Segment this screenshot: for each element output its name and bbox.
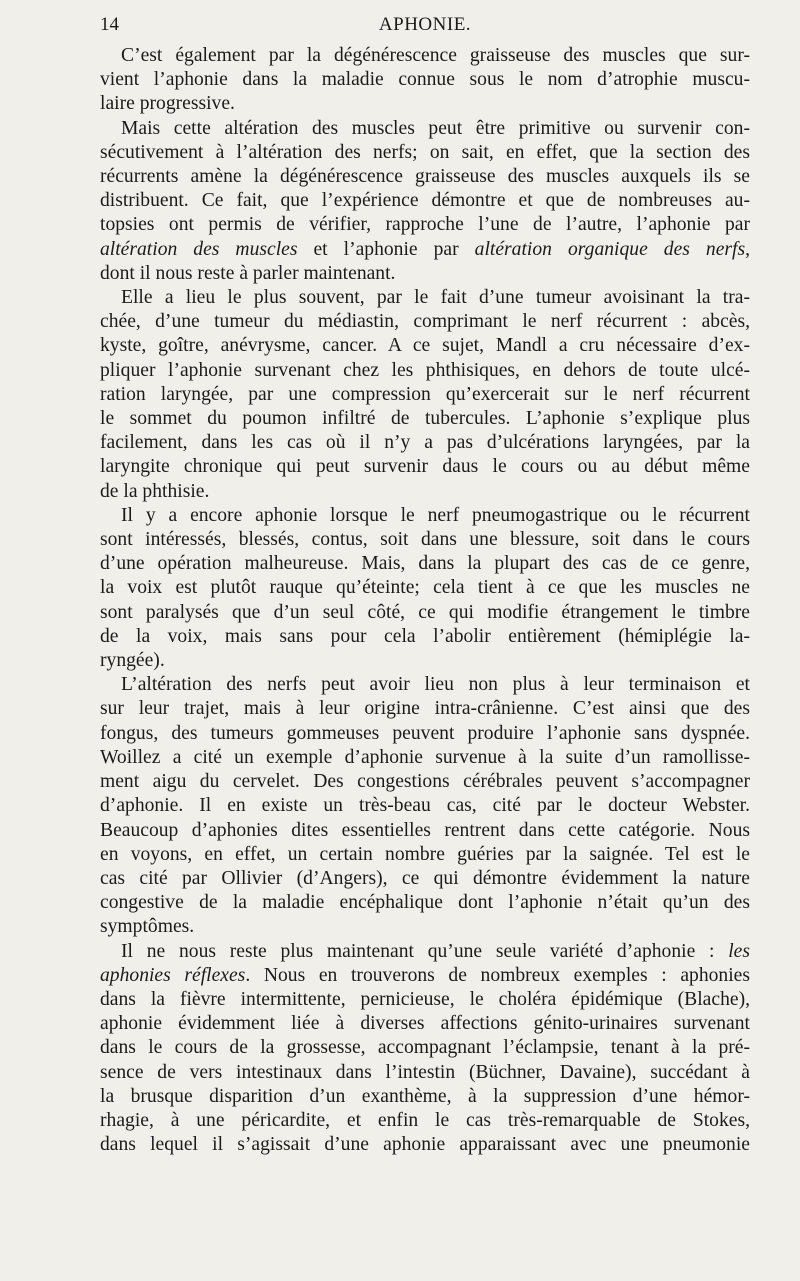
text-run: et l’aphonie par	[297, 238, 475, 260]
text-line: la voix est plutôt rauque qu’éteinte; cela tient à ce que les muscles ne	[100, 577, 750, 599]
paragraph	[100, 286, 750, 504]
italic-term: altération des muscles	[100, 238, 298, 260]
text-line: aphonie évidemment liée à diverses affections génito-urinaires survenant	[100, 1013, 750, 1035]
text-line: sécutivement à l’altération des nerfs; on sait, en effet, que la section des	[100, 141, 750, 163]
text-line: dont il nous reste à parler maintenant.	[100, 262, 396, 284]
text-line: d’aphonie. Il en existe un très-beau cas, cité par le docteur Webster.	[100, 795, 750, 817]
text-run: . Nous en trouverons de nombreux exemples : aphonies	[245, 964, 750, 986]
italic-term: altération organique des nerfs	[474, 238, 746, 260]
page-number: 14	[100, 14, 119, 35]
text-line: congestive de la maladie encéphalique dont l’aphonie n’était qu’un des	[100, 892, 750, 914]
text-line: rhagie, à une péricardite, et enfin le cas très-remarquable de Stokes,	[100, 1109, 750, 1131]
text-line: de la voix, mais sans pour cela l’abolir entièrement (hémiplégie la-	[100, 625, 750, 647]
text-line: dans lequel il s’agissait d’une aphonie apparaissant avec une pneumonie	[100, 1134, 750, 1156]
text-line: kyste, goître, anévrysme, cancer. A ce sujet, Mandl a cru nécessaire d’ex-	[100, 335, 750, 357]
text-line: récurrents amène la dégénérescence graisseuse des muscles auxquels ils se	[100, 166, 750, 188]
italic-term: aphonies réflexes	[100, 964, 246, 986]
text-line: d’une opération malheureuse. Mais, dans la plupart des cas de ce genre,	[100, 553, 750, 575]
text-line: sur leur trajet, mais à leur origine intra-crânienne. C’est ainsi que des	[100, 698, 750, 720]
text-line: cas cité par Ollivier (d’Angers), ce qui démontre évidemment la nature	[100, 867, 750, 889]
text-line: L’altération des nerfs peut avoir lieu non plus à leur terminaison et	[121, 674, 750, 696]
text-line: chée, d’une tumeur du médiastin, comprimant le nerf récurrent : abcès,	[100, 311, 750, 333]
body-text	[100, 44, 750, 1157]
running-title: APHONIE.	[378, 14, 472, 35]
text-line: vient l’aphonie dans la maladie connue sous le nom d’atrophie muscu-	[100, 69, 750, 91]
text-line: Mais cette altération des muscles peut être primitive ou survenir con-	[121, 117, 750, 139]
text-line: Elle a lieu le plus souvent, par le fait d’une tumeur avoisinant la tra-	[121, 287, 750, 309]
page-header	[100, 14, 750, 40]
text-line	[100, 940, 750, 964]
paragraph	[100, 940, 750, 1158]
text-line: laire progressive.	[100, 93, 235, 115]
text-line: Woillez a cité un exemple d’aphonie survenue à la suite d’un ramollisse-	[100, 746, 750, 768]
paragraph	[100, 44, 750, 117]
text-line: C’est également par la dégénérescence graisseuse des muscles que sur-	[121, 45, 750, 66]
text-run: ,	[745, 238, 751, 260]
text-line: symptômes.	[100, 916, 195, 938]
text-line: Beaucoup d’aphonies dites essentielles rentrent dans cette catégorie. Nous	[100, 819, 750, 841]
text-line: fongus, des tumeurs gommeuses peuvent produire l’aphonie sans dyspnée.	[100, 722, 750, 744]
text-line: pliquer l’aphonie survenant chez les phthisiques, en dehors de toute ulcé-	[100, 359, 750, 381]
text-line: facilement, dans les cas où il n’y a pas d’ulcérations laryngées, par la	[100, 432, 750, 454]
text-line	[100, 964, 750, 988]
text-line: sence de vers intestinaux dans l’intestin (Büchner, Davaine), succédant à	[100, 1061, 750, 1083]
text-line: Il y a encore aphonie lorsque le nerf pneumogastrique ou le récurrent	[121, 504, 750, 526]
text-line: dans la fièvre intermittente, pernicieuse, le choléra épidémique (Blache),	[100, 988, 750, 1010]
italic-term: les	[728, 940, 750, 962]
text-line: topsies ont permis de vérifier, rapproche l’une de l’autre, l’aphonie par	[100, 214, 750, 236]
text-line	[100, 238, 750, 262]
text-line: distribuent. Ce fait, que l’expérience démontre et que de nombreuses au-	[100, 190, 750, 212]
text-line: la brusque disparition d’un exanthème, à la suppression d’une hémor-	[100, 1085, 750, 1107]
paragraph	[100, 504, 750, 673]
paragraph	[100, 117, 750, 286]
text-run: Il ne nous reste plus maintenant qu’une seule variété d’aphonie :	[121, 940, 729, 962]
text-line: de la phthisie.	[100, 480, 210, 502]
text-line: sont paralysés que d’un seul côté, ce qui modifie étrangement le timbre	[100, 601, 750, 623]
text-line: ryngée).	[100, 650, 165, 672]
text-line: ration laryngée, par une compression qu’exercerait sur le nerf récurrent	[100, 383, 750, 405]
text-line: sont intéressés, blessés, contus, soit dans une blessure, soit dans le cours	[100, 529, 750, 551]
text-line: laryngite chronique qui peut survenir daus le cours ou au début même	[100, 456, 750, 478]
text-line: le sommet du poumon infiltré de tubercules. L’aphonie s’explique plus	[100, 408, 750, 430]
text-line: en voyons, en effet, un certain nombre guéries par la saignée. Tel est le	[100, 843, 750, 865]
paragraph	[100, 673, 750, 939]
text-line: dans le cours de la grossesse, accompagnant l’éclampsie, tenant à la pré-	[100, 1037, 750, 1059]
text-line: ment aigu du cervelet. Des congestions cérébrales peuvent s’accompagner	[100, 771, 750, 793]
